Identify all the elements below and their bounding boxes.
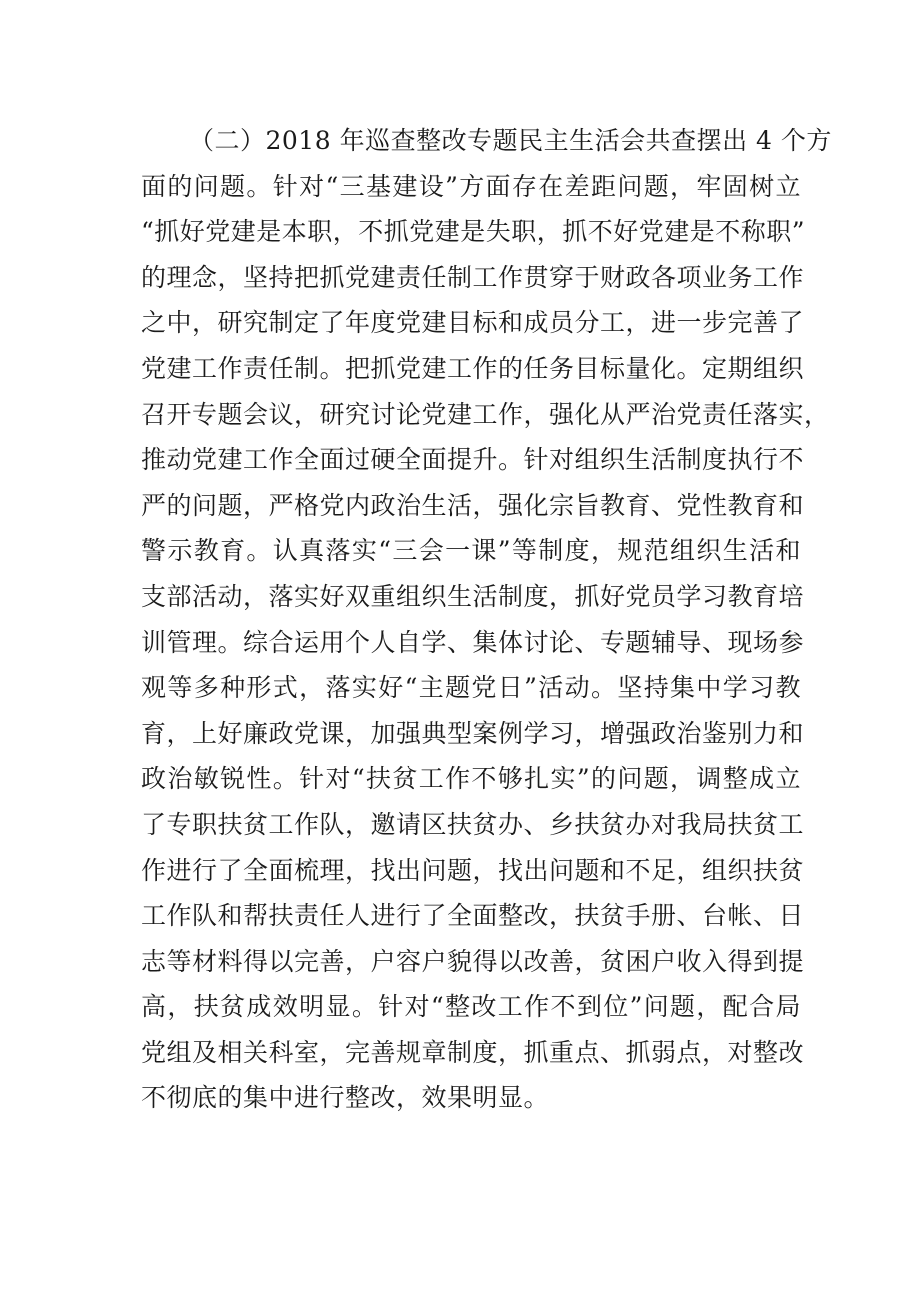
paragraph-line: 的理念，坚持把抓党建责任制工作贯穿于财政各项业务工作 — [141, 262, 805, 292]
paragraph-line: 志等材料得以完善，户容户貌得以改善，贫困户收入得到提 — [141, 946, 805, 976]
paragraph-line: “抓好党建是本职，不抓党建是失职，抓不好党建是不称职” — [141, 217, 806, 247]
paragraph-line: 党建工作责任制。把抓党建工作的任务目标量化。定期组织 — [141, 353, 805, 383]
paragraph-line: 严的问题，严格党内政治生活，强化宗旨教育、党性教育和 — [141, 490, 805, 520]
paragraph-line: 党组及相关科室，完善规章制度，抓重点、抓弱点，对整改 — [141, 1037, 805, 1067]
paragraph-line: 育，上好廉政党课，加强典型案例学习，增强政治鉴别力和 — [141, 718, 805, 748]
paragraph-line: 高，扶贫成效明显。针对“整改工作不到位”问题，配合局 — [141, 992, 801, 1022]
paragraph-line: 了专职扶贫工作队，邀请区扶贫办、乡扶贫办对我局扶贫工 — [141, 809, 805, 839]
body-paragraph — [141, 118, 832, 1121]
paragraph-line: （二）2018 年巡查整改专题民主生活会共查摆出 4 个方 — [189, 126, 832, 155]
paragraph-line: 政治敏锐性。针对“扶贫工作不够扎实”的问题，调整成立 — [141, 764, 801, 794]
paragraph-line: 面的问题。针对“三基建设”方面存在差距问题，牢固树立 — [141, 171, 801, 201]
paragraph-line: 召开专题会议，研究讨论党建工作，强化从严治党责任落实， — [141, 399, 830, 429]
paragraph-line: 警示教育。认真落实“三会一课”等制度，规范组织生活和 — [141, 536, 801, 566]
paragraph-line: 工作队和帮扶责任人进行了全面整改，扶贫手册、台帐、日 — [141, 901, 805, 931]
paragraph-line: 不彻底的集中进行整改，效果明显。 — [141, 1083, 550, 1113]
paragraph-line: 推动党建工作全面过硬全面提升。针对组织生活制度执行不 — [141, 445, 805, 475]
paragraph-line: 观等多种形式，落实好“主题党日”活动。坚持集中学习教 — [141, 673, 801, 703]
paragraph-line: 训管理。综合运用个人自学、集体讨论、专题辅导、现场参 — [141, 627, 805, 657]
paragraph-line: 作进行了全面梳理，找出问题，找出问题和不足，组织扶贫 — [141, 855, 805, 885]
paragraph-line: 支部活动，落实好双重组织生活制度，抓好党员学习教育培 — [141, 581, 805, 611]
paragraph-line: 之中，研究制定了年度党建目标和成员分工，进一步完善了 — [141, 308, 805, 338]
